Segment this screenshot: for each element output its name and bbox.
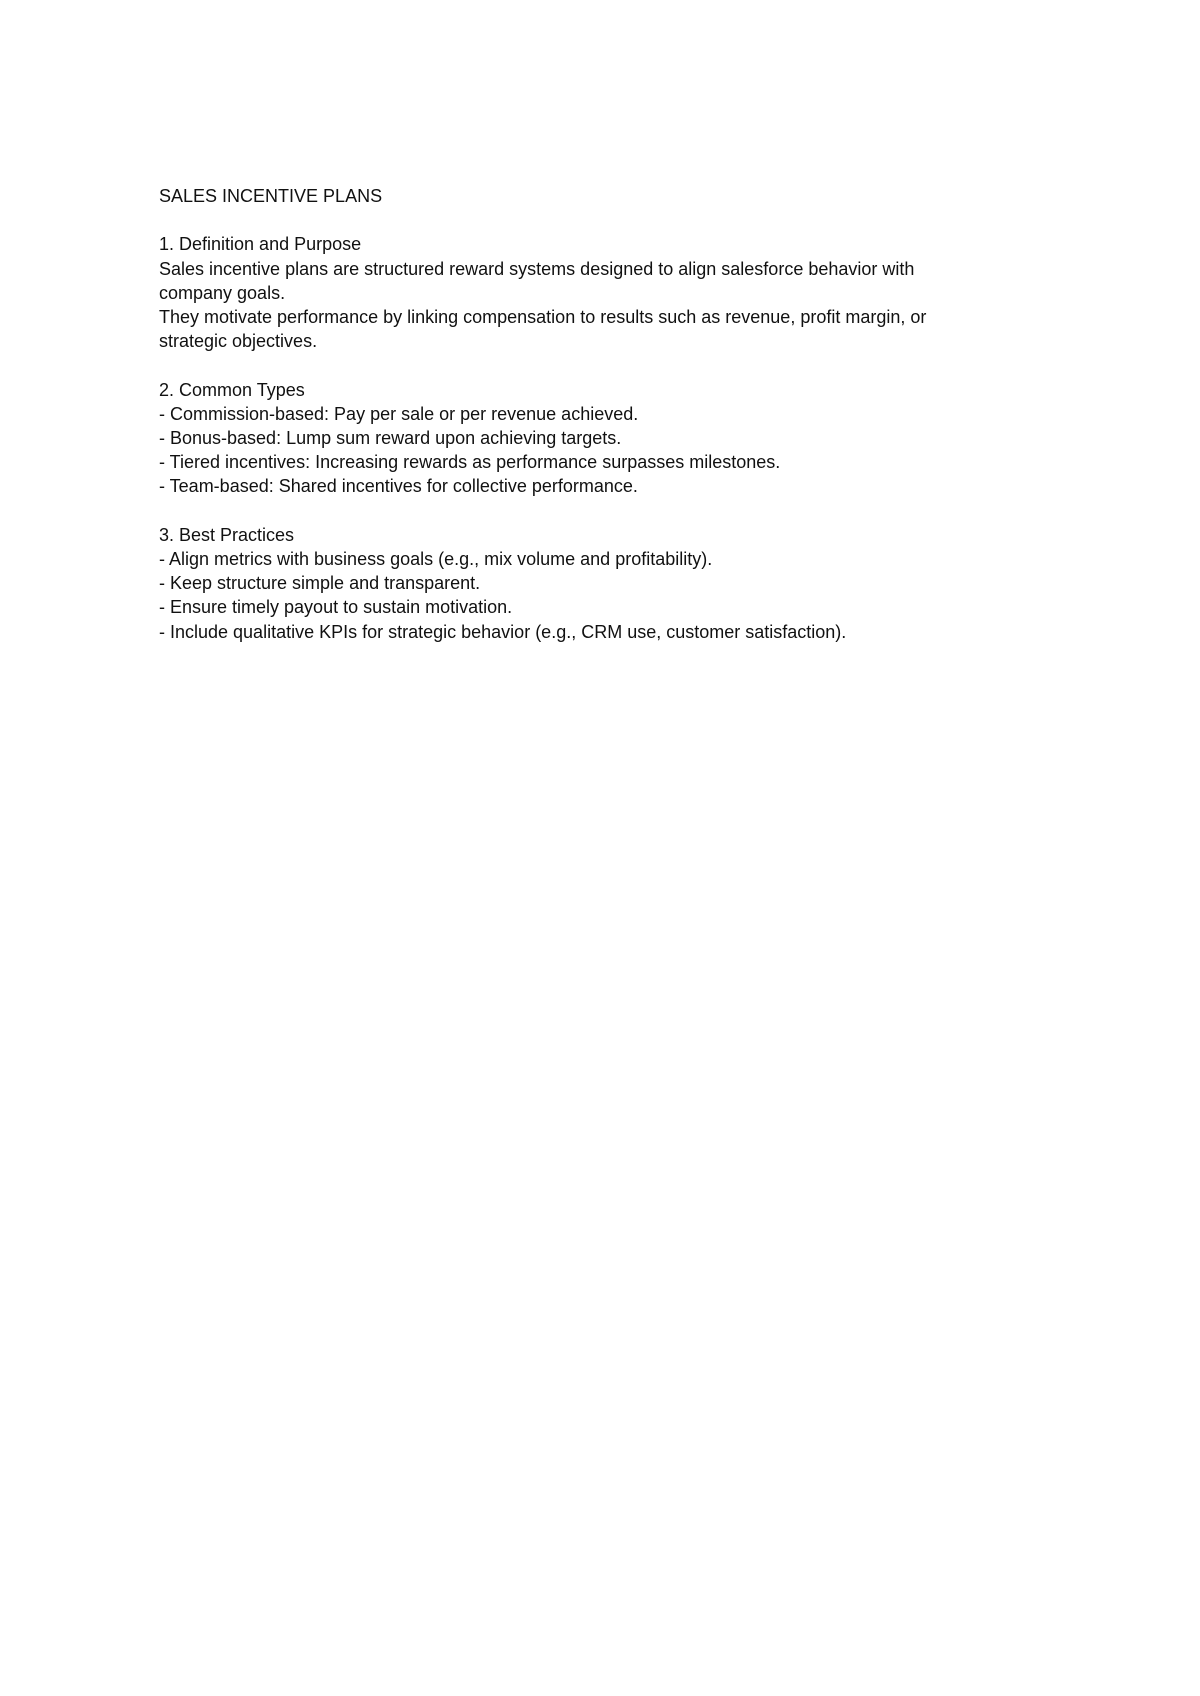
best-practices-list <box>159 547 1059 644</box>
paragraph-line: strategic objectives. <box>159 331 318 352</box>
list-item: - Team-based: Shared incentives for collective performance. <box>159 476 638 497</box>
section-definition-and-purpose <box>159 232 1059 353</box>
document-title: SALES INCENTIVE PLANS <box>159 186 383 206</box>
list-item: - Commission-based: Pay per sale or per revenue achieved. <box>159 403 639 424</box>
spacer <box>159 499 1059 523</box>
spacer <box>159 208 1059 232</box>
document-body <box>159 184 1059 644</box>
list-item: - Align metrics with business goals (e.g., mix volume and profitability). <box>159 549 713 569</box>
list-item: - Ensure timely payout to sustain motivation. <box>159 597 513 618</box>
section-heading: 3. Best Practices <box>159 524 295 545</box>
list-item: - Include qualitative KPIs for strategic behavior (e.g., CRM use, customer satisfaction). <box>159 621 847 642</box>
section-common-types <box>159 378 1059 499</box>
paragraph-line: company goals. <box>159 282 286 303</box>
list-item: - Keep structure simple and transparent. <box>159 573 481 594</box>
list-item: - Bonus-based: Lump sum reward upon achieving targets. <box>159 428 622 448</box>
paragraph-line: Sales incentive plans are structured reward systems designed to align salesforce behavior with <box>159 258 915 279</box>
spacer <box>159 353 1059 377</box>
section-heading: 2. Common Types <box>159 379 305 400</box>
list-item: - Tiered incentives: Increasing rewards as performance surpasses milestones. <box>159 452 781 473</box>
paragraph-line: They motivate performance by linking compensation to results such as revenue, profit margin, or <box>159 307 927 327</box>
section-best-practices <box>159 523 1059 644</box>
section-heading: 1. Definition and Purpose <box>159 234 362 255</box>
common-types-list <box>159 402 1059 499</box>
